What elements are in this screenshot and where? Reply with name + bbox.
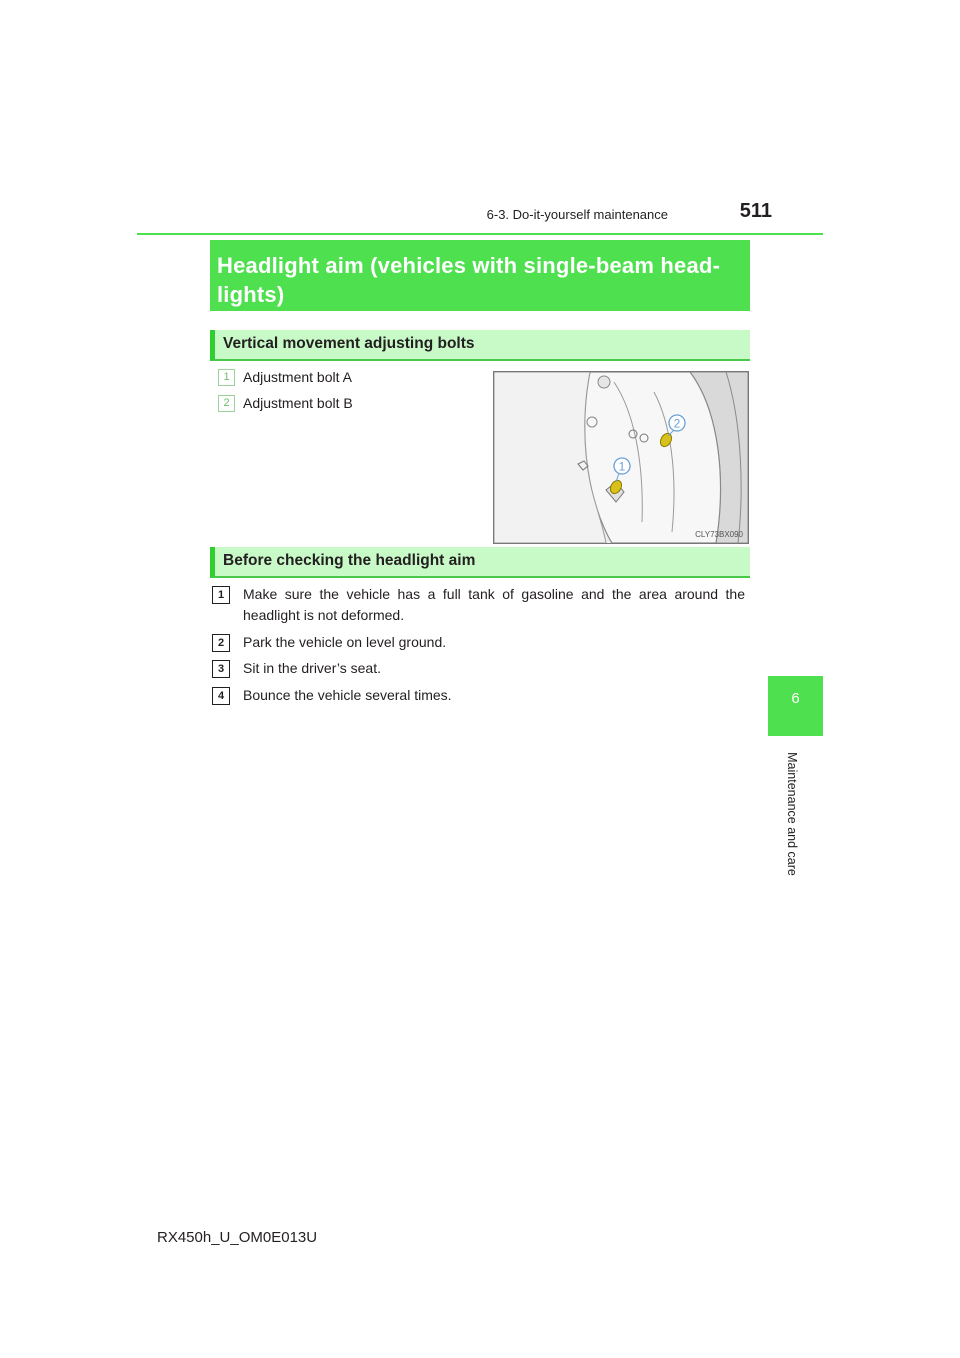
step-number: 4 [212,687,230,705]
step-number: 1 [212,586,230,604]
section-title: 6-3. Do-it-yourself maintenance [486,207,668,222]
step-text: Make sure the vehicle has a full tank of gasoline and the area around the headlight is not deformed. [243,586,745,623]
step-number: 2 [212,634,230,652]
step-text: Park the vehicle on level ground. [243,634,447,650]
callout-label: Adjustment bolt A [243,369,352,385]
step-text: Sit in the driver’s seat. [243,660,381,676]
chapter-number: 6 [791,690,800,707]
marker-1-label: 1 [618,459,626,474]
subheading-before-checking: Before checking the headlight aim [210,547,750,578]
callout-number: 1 [218,369,235,386]
page-number: 511 [739,200,772,222]
chapter-label: Maintenance and care [785,752,799,876]
model-code: RX450h_U_OM0E013U [157,1229,318,1246]
mounting-hole [598,376,610,388]
subheading-adjusting-bolts: Vertical movement adjusting bolts [210,330,750,361]
figure-code: CLY73BX090 [695,530,743,539]
step-text: Bounce the vehicle several times. [243,687,452,703]
step-number: 3 [212,660,230,678]
headlight-bolt-illustration [493,371,749,544]
marker-2-label: 2 [673,416,681,431]
header-divider [137,233,823,235]
callout-label: Adjustment bolt B [243,395,353,411]
page-title: Headlight aim (vehicles with single-beam head-lights) [210,240,750,311]
headlight-diagram [494,372,748,543]
callout-number: 2 [218,395,235,412]
housing-body [585,372,721,543]
